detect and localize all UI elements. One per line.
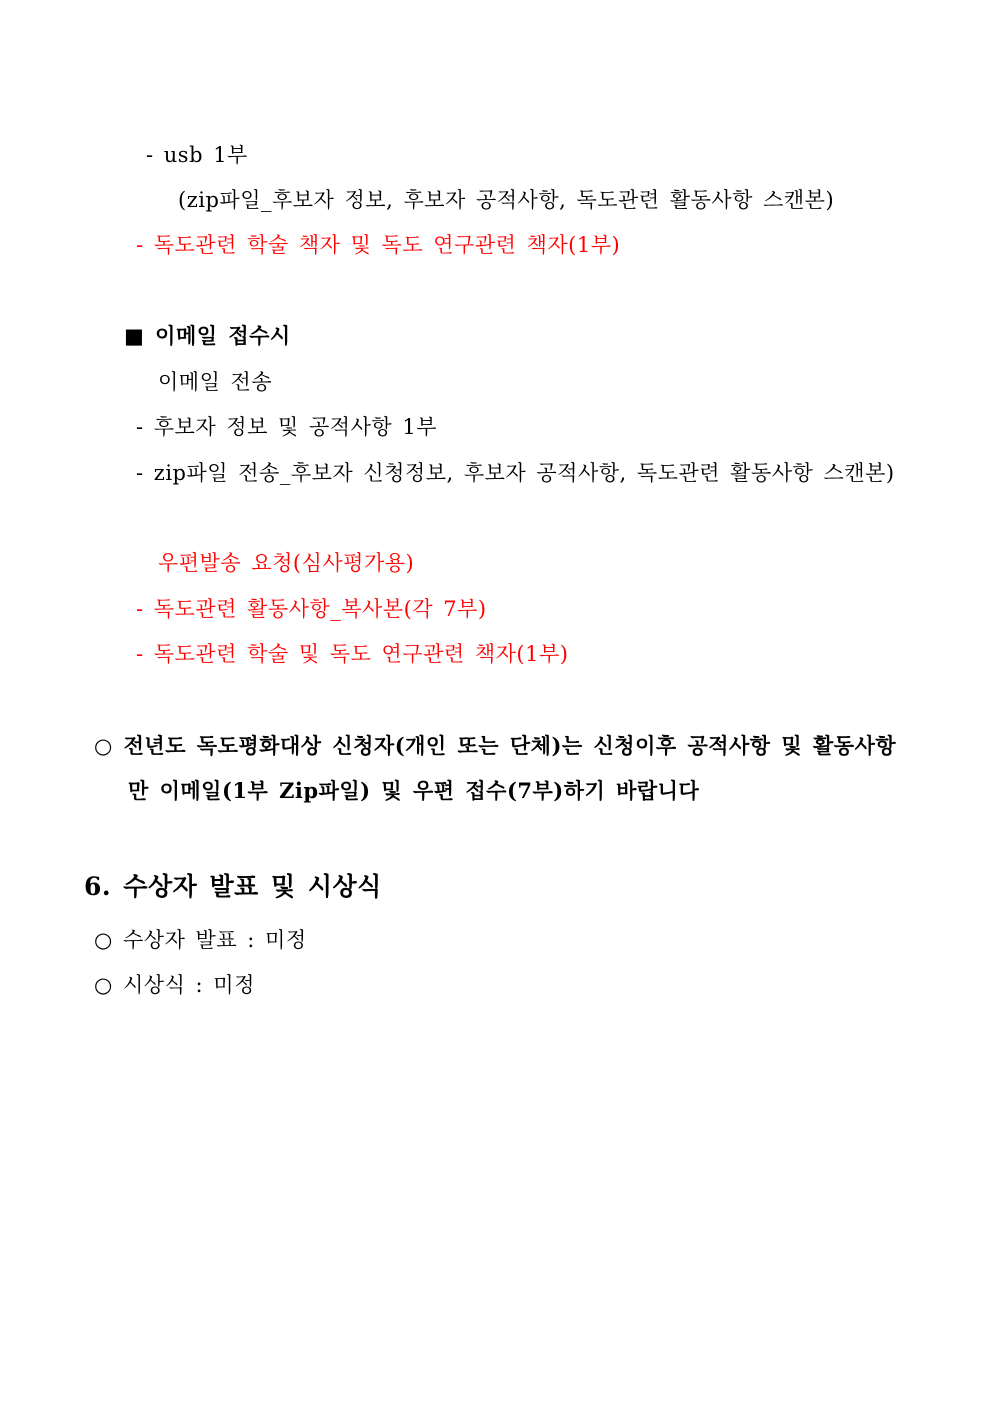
email-item-info: - 후보자 정보 및 공적사항 1부	[136, 415, 437, 439]
postal-request-item-copies: - 독도관련 활동사항_복사본(각 7부)	[136, 597, 487, 621]
section-6-item-ceremony: ○ 시상식 : 미정	[94, 973, 255, 997]
usb-item: - usb 1부	[146, 143, 248, 167]
postal-request-item-books: - 독도관련 학술 및 독도 연구관련 책자(1부)	[136, 642, 569, 666]
email-heading: ■ 이메일 접수시	[124, 323, 291, 348]
notice-line-1: ○ 전년도 독도평화대상 신청자(개인 또는 단체)는 신청이후 공적사항 및 활동사항	[94, 733, 897, 758]
notice-line-2: 만 이메일(1부 Zip파일) 및 우편 접수(7부)하기 바랍니다	[128, 778, 700, 803]
section-6-item-announcement: ○ 수상자 발표 : 미정	[94, 928, 307, 952]
books-item: - 독도관련 학술 책자 및 독도 연구관련 책자(1부)	[136, 233, 621, 257]
email-item-zip: - zip파일 전송_후보자 신청정보, 후보자 공적사항, 독도관련 활동사항 스캔본)	[136, 461, 895, 485]
section-6-title: 6. 수상자 발표 및 시상식	[84, 872, 382, 901]
postal-request-heading: 우편발송 요청(심사평가용)	[158, 551, 415, 575]
email-intro: 이메일 전송	[158, 370, 273, 394]
usb-detail: (zip파일_후보자 정보, 후보자 공적사항, 독도관련 활동사항 스캔본)	[178, 188, 835, 212]
